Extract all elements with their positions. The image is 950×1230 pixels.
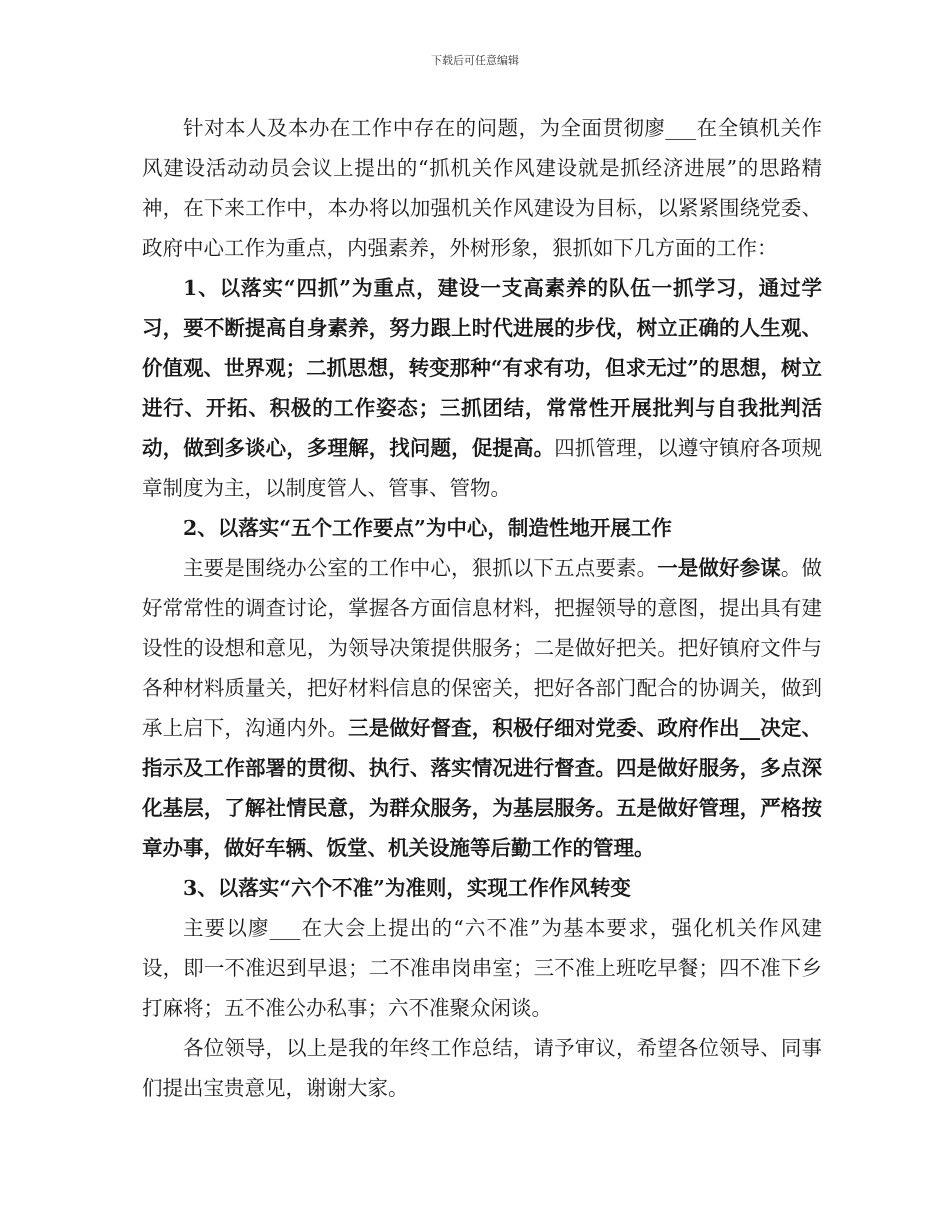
page-header: 下载后可任意编辑 [431,54,519,67]
section-1-bold-text: 1、以落实“四抓”为重点，建设一支高素养的队伍一抓学习，通过学习，要不断提高自身素养，努力跟上时代进展的步伐，树立正确的人生观、价值观、世界观；二抓思想，转变那种“有求有功，但求无过”的思想，树立进行、开拓、积极的工作姿态；三抓团结，常常性开展批判与自我批判活动，做到多谈心，多理解，找问题，促提高。 [142,276,822,460]
section-1-normal-text: 四抓管理，以遵守镇府各项规章制度为主，以制度管人、管事、管物。 [142,436,822,500]
section-2-text-a: 主要是围绕办公室的工作中心，狠抓以下五点要素。 [183,556,658,580]
document-body [142,108,822,1108]
section-3-heading: 3、以落实“六个不准”为准则，实现工作作风转变 [183,876,631,900]
intro-paragraph: 针对本人及本办在工作中存在的问题，为全面贯彻廖___在全镇机关作风建设活动动员会议上提出的“抓机关作风建设就是抓经济进展”的思路精神，在下来工作中，本办将以加强机关作风建设为目标，以紧紧围绕党委、政府中心工作为重点，内强素养，外树形象，狠抓如下几方面的工作： [142,116,822,260]
section-2-text-b: 一是做好参谋 [657,556,781,580]
closing-paragraph: 各位领导，以上是我的年终工作总结，请予审议，希望各位领导、同事们提出宝贵意见，谢谢大家。 [142,1036,822,1100]
section-2-text-d: 三是做好督查，积极仔细对党委、政府作出__决定、指示及工作部署的贯彻、执行、落实情况进行督查。四是做好服务，多点深化基层，了解社情民意，为群众服务，为基层服务。五是做好管理，严格按章办事，做好车辆、饭堂、机关设施等后勤工作的管理。 [142,716,822,860]
section-3-paragraph: 主要以廖___在大会上提出的“六不准”为基本要求，强化机关作风建设，即一不准迟到早退；二不准串岗串室；三不准上班吃早餐；四不准下乡打麻将；五不准公办私事；六不准聚众闲谈。 [142,916,822,1020]
section-2-paragraph [142,548,822,868]
section-2-text-c: 。做好常常性的调查讨论，掌握各方面信息材料，把握领导的意图，提出具有建设性的设想和意见，为领导决策提供服务；二是做好把关。把好镇府文件与各种材料质量关，把好材料信息的保密关，把好各部门配合的协调关，做到承上启下，沟通内外。 [142,556,823,740]
section-2-heading: 2、以落实“五个工作要点”为中心，制造性地开展工作 [183,516,672,540]
section-1-paragraph [142,268,822,508]
